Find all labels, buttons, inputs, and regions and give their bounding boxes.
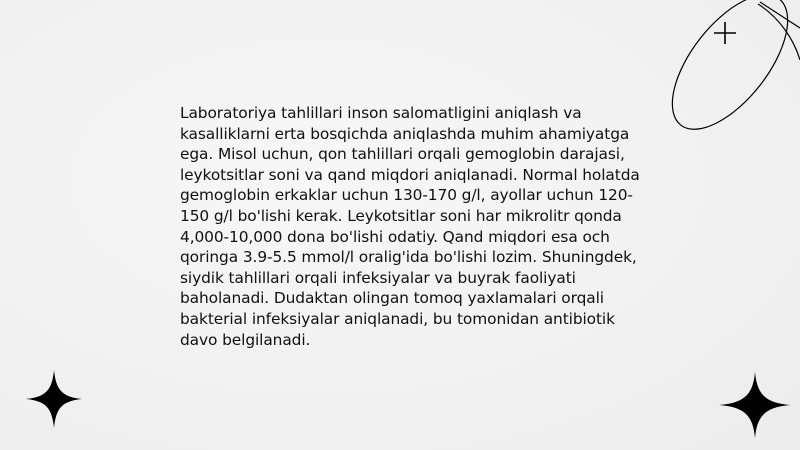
orbit-sparkle-icon <box>660 0 800 150</box>
body-paragraph: Laboratoriya tahlillari inson salomatligini aniqlash va kasalliklarni erta bosqichda aniqlashda muhim ahamiyatga ega. Misol uchun, qon tahlillari orqali gemoglobin darajasi, leykotsitlar soni va qand miqdori aniqlanadi. Normal holatda gemoglobin erkaklar uchun 130-170 g/l, ayollar uchun 120-150 g/l bo'lishi kerak. Leykotsitlar soni har mikrolitr qonda 4,000-10,000 dona bo'lishi odatiy. Qand miqdori esa och qoringa 3.9-5.5 mmol/l oralig'ida bo'lishi lozim. Shuningdek, siydik tahlillari orqali infeksiyalar va buyrak faoliyati baholanadi. Dudaktan olingan tomoq yaxlamalari orqali bakterial infeksiyalar aniqlanadi, bu tomonidan antibiotik davo belgilanadi. <box>180 104 640 349</box>
four-point-star-icon <box>719 372 791 438</box>
four-point-star-icon <box>26 370 82 428</box>
